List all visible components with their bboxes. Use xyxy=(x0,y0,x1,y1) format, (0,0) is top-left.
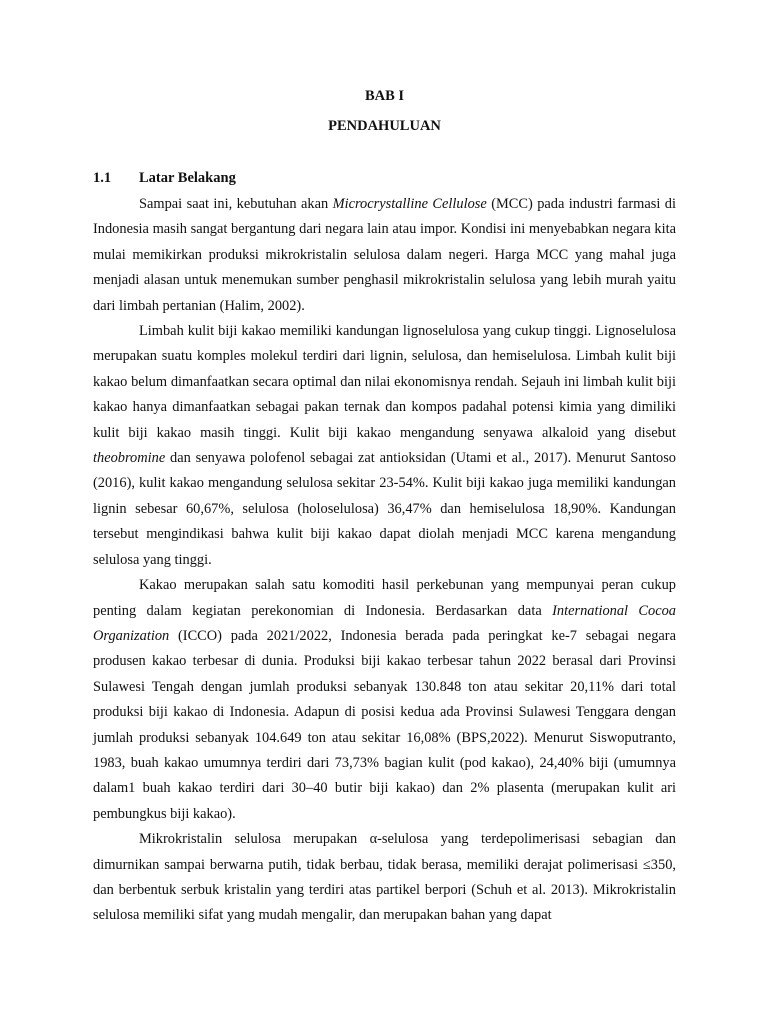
paragraph-2 xyxy=(93,319,676,573)
paragraph-1-italic-term: Microcrystalline Cellulose xyxy=(332,196,487,212)
paragraph-2-text-c: dan senyawa polofenol sebagai zat antioksidan (Utami et al., 2017). Menurut Santoso (2016), kulit kakao mengandung selulosa sekitar 23-54%. Kulit biji kakao juga memiliki kandungan lignin sebesar 60,67%, selulosa (holoselulosa) 36,47% dan hemiselulosa 18,90%. Kandungan tersebut mengindikasi bahwa kulit biji kakao dapat diolah menjadi MCC karena mengandung selulosa yang tinggi. xyxy=(93,450,676,568)
chapter-number: BAB I xyxy=(364,88,405,104)
paragraph-3-text-a: Kakao merupakan salah satu komoditi hasil perkebunan yang mempunyai peran cukup penting dalam kegiatan perekonomian di Indonesia. Berdasarkan data xyxy=(93,577,676,619)
paragraph-1-text-c: (MCC) pada industri farmasi di Indonesia masih sangat bergantung dari negara lain atau impor. Kondisi ini menyebabkan negara kita mulai memikirkan produksi mikrokristalin selulosa dalam negeri. Harga MCC yang mahal juga menjadi alasan untuk menemukan sumber penghasil mikrokristalin selulosa yang lebih murah yaitu dari limbah pertanian (Halim, 2002). xyxy=(93,196,676,314)
paragraph-2-italic-term: theobromine xyxy=(93,450,166,467)
paragraph-3 xyxy=(93,573,676,827)
chapter-title: PENDAHULUAN xyxy=(328,118,441,134)
paragraph-1-text-a: Sampai saat ini, kebutuhan akan xyxy=(139,196,333,212)
paragraph-3-italic-term: International Cocoa Organization xyxy=(93,602,676,644)
paragraph-3-text-c: (ICCO) pada 2021/2022, Indonesia berada pada peringkat ke-7 sebagai negara produsen kakao terbesar di dunia. Produksi biji kakao terbesar tahun 2022 berasal dari Provinsi Sulawesi Tengah dengan jumlah produksi sebanyak 130.848 ton atau sekitar 20,11% dari total produksi biji kakao di Indonesia. Adapun di posisi kedua ada Provinsi Sulawesi Tenggara dengan jumlah produksi sebanyak 104.649 ton atau sekitar 16,08% (BPS,2022). Menurut Siswoputranto, 1983, buah kakao umumnya terdiri dari 73,73% bagian kulit (pod kakao), 24,40% biji (umumnya dalam1 buah kakao terdiri dari 30–40 butir biji kakao) dan 2% plasenta (merupakan kulit ari pembungkus biji kakao). xyxy=(93,627,676,822)
paragraph-1 xyxy=(93,192,676,319)
section-number: 1.1 xyxy=(93,170,112,186)
section-title: Latar Belakang xyxy=(139,170,236,186)
paragraph-4 xyxy=(93,827,676,929)
section-heading xyxy=(93,169,676,187)
paragraph-4-text: Mikrokristalin selulosa merupakan α-selulosa yang terdepolimerisasi sebagian dan dimurnikan sampai berwarna putih, tidak berbau, tidak berasa, memiliki derajat polimerisasi ≤350, dan berbentuk serbuk kristalin yang terdiri atas partikel berpori (Schuh et al. 2013). Mikrokristalin selulosa memiliki sifat yang mudah mengalir, dan merupakan bahan yang dapat xyxy=(93,831,676,924)
paragraph-2-text-a: Limbah kulit biji kakao memiliki kandungan lignoselulosa yang cukup tinggi. Lignoselulosa merupakan suatu komples molekul terdiri dari lignin, selulosa, dan hemiselulosa. Limbah kulit biji kakao belum dimanfaatkan secara optimal dan nilai ekonomisnya rendah. Sejauh ini limbah kulit biji kakao hanya dimanfaatkan sebagai pakan ternak dan kompos padahal potensi kimia yang dimiliki kulit biji kakao masih tinggi. Kulit biji kakao mengandung senyawa alkaloid yang disebut xyxy=(93,323,676,441)
